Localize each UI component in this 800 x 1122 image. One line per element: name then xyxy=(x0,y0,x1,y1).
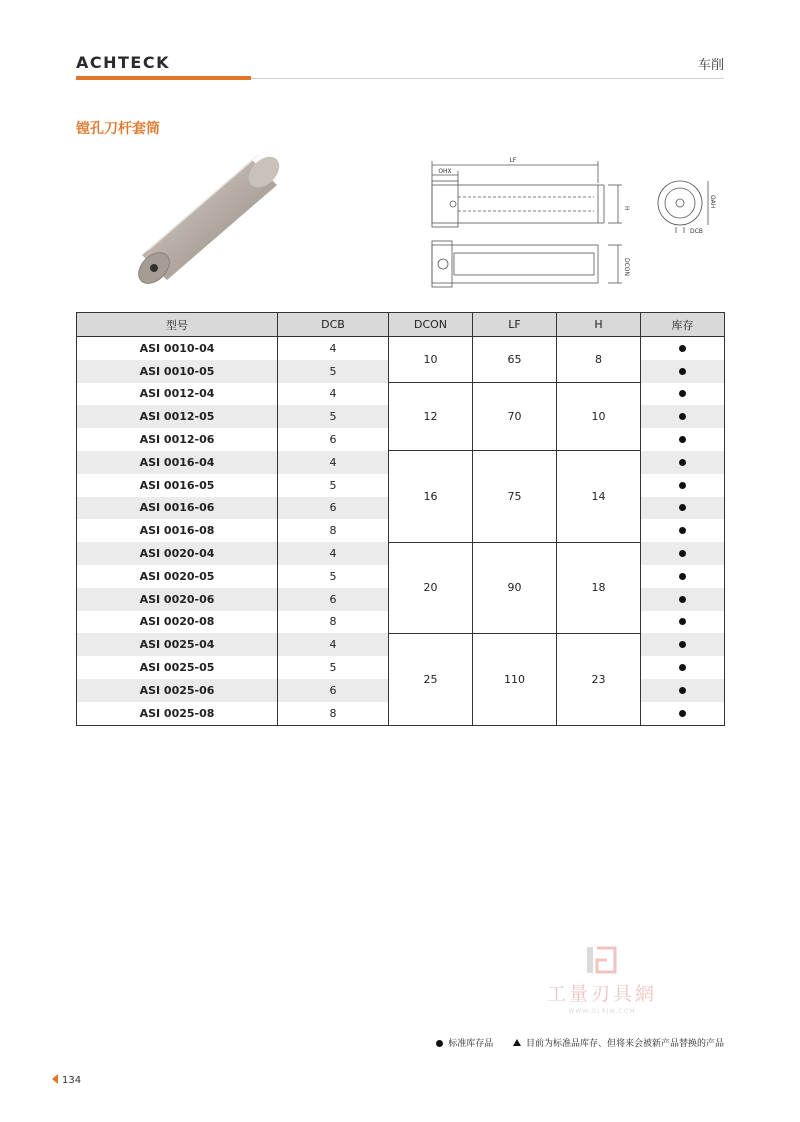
cell-dcb: 4 xyxy=(278,451,389,474)
cell-model: ASI 0012-06 xyxy=(77,428,278,451)
cell-stock xyxy=(641,679,725,702)
stock-dot-icon xyxy=(679,550,686,557)
cell-dcon: 10 xyxy=(389,337,473,383)
cell-dcb: 8 xyxy=(278,519,389,542)
cell-model: ASI 0025-06 xyxy=(77,679,278,702)
header-accent-bar xyxy=(76,76,251,80)
cell-dcon: 20 xyxy=(389,542,473,633)
cell-stock xyxy=(641,405,725,428)
header-h: H xyxy=(557,313,641,337)
cell-model: ASI 0025-04 xyxy=(77,633,278,656)
label-ohx: OHX xyxy=(438,168,452,175)
cell-model: ASI 0010-05 xyxy=(77,360,278,383)
cell-stock xyxy=(641,497,725,520)
stock-dot-icon xyxy=(679,368,686,375)
cell-dcb: 8 xyxy=(278,611,389,634)
cell-model: ASI 0016-04 xyxy=(77,451,278,474)
header-lf: LF xyxy=(473,313,557,337)
cell-dcb: 4 xyxy=(278,337,389,360)
watermark-url: WWW.GLRJW.COM xyxy=(568,1008,636,1015)
page-title: 镗孔刀杆套筒 xyxy=(76,121,160,137)
cell-model: ASI 0025-08 xyxy=(77,702,278,725)
cell-dcb: 6 xyxy=(278,497,389,520)
cell-stock xyxy=(641,611,725,634)
stock-dot-icon xyxy=(679,459,686,466)
stock-dot-icon xyxy=(679,618,686,625)
cell-dcb: 4 xyxy=(278,633,389,656)
cell-stock xyxy=(641,633,725,656)
header-model: 型号 xyxy=(77,313,278,337)
cell-model: ASI 0016-08 xyxy=(77,519,278,542)
cell-model: ASI 0016-05 xyxy=(77,474,278,497)
cell-stock xyxy=(641,360,725,383)
product-image xyxy=(112,150,292,295)
cell-model: ASI 0016-06 xyxy=(77,497,278,520)
cell-model: ASI 0025-05 xyxy=(77,656,278,679)
cell-stock xyxy=(641,451,725,474)
cell-h: 18 xyxy=(557,542,641,633)
cell-stock xyxy=(641,474,725,497)
cell-model: ASI 0012-04 xyxy=(77,383,278,406)
arrow-left-icon xyxy=(52,1074,58,1084)
cell-lf: 110 xyxy=(473,633,557,725)
stock-dot-icon xyxy=(679,482,686,489)
legend-replace: 目前为标准品库存、但将来会被新产品替换的产品 xyxy=(525,1039,724,1049)
stock-dot-icon xyxy=(679,436,686,443)
cell-dcon: 12 xyxy=(389,383,473,451)
cell-dcon: 25 xyxy=(389,633,473,725)
cell-lf: 90 xyxy=(473,542,557,633)
technical-drawing xyxy=(418,153,718,293)
cell-dcb: 4 xyxy=(278,542,389,565)
label-oah: OAH xyxy=(709,195,716,209)
stock-dot-icon xyxy=(679,390,686,397)
triangle-icon xyxy=(513,1039,521,1046)
label-dcon: DCON xyxy=(623,258,630,277)
table-row xyxy=(77,383,725,406)
cell-dcb: 6 xyxy=(278,588,389,611)
cell-stock xyxy=(641,428,725,451)
stock-dot-icon xyxy=(679,710,686,717)
cell-dcb: 5 xyxy=(278,656,389,679)
page-number xyxy=(52,1074,81,1086)
header-dcb: DCB xyxy=(278,313,389,337)
cell-h: 23 xyxy=(557,633,641,725)
cell-stock xyxy=(641,588,725,611)
header-stock: 库存 xyxy=(641,313,725,337)
stock-dot-icon xyxy=(679,345,686,352)
stock-dot-icon xyxy=(679,504,686,511)
cell-h: 8 xyxy=(557,337,641,383)
label-dcb: DCB xyxy=(690,228,703,235)
table-row xyxy=(77,542,725,565)
label-h: H xyxy=(623,206,630,211)
cell-model: ASI 0020-05 xyxy=(77,565,278,588)
brand-logo: ACHTECK xyxy=(76,53,170,72)
stock-dot-icon xyxy=(436,1040,443,1047)
table-body xyxy=(77,337,725,726)
cell-stock xyxy=(641,542,725,565)
cell-stock xyxy=(641,656,725,679)
stock-dot-icon xyxy=(679,573,686,580)
legend-stock: 标准库存品 xyxy=(448,1039,494,1049)
stock-dot-icon xyxy=(679,641,686,648)
cell-stock xyxy=(641,519,725,542)
cell-stock xyxy=(641,337,725,360)
stock-dot-icon xyxy=(679,687,686,694)
cell-stock xyxy=(641,702,725,725)
cell-stock xyxy=(641,383,725,406)
cell-dcb: 5 xyxy=(278,405,389,428)
section-title: 车削 xyxy=(697,58,724,73)
cell-model: ASI 0020-08 xyxy=(77,611,278,634)
cell-lf: 65 xyxy=(473,337,557,383)
table-row xyxy=(77,337,725,360)
watermark-text: 工量刃具網 xyxy=(546,983,657,1005)
cell-model: ASI 0020-04 xyxy=(77,542,278,565)
cell-dcon: 16 xyxy=(389,451,473,542)
label-lf: LF xyxy=(509,157,517,164)
cell-h: 14 xyxy=(557,451,641,542)
cell-dcb: 8 xyxy=(278,702,389,725)
cell-dcb: 5 xyxy=(278,360,389,383)
cell-model: ASI 0012-05 xyxy=(77,405,278,428)
cell-dcb: 5 xyxy=(278,565,389,588)
cell-h: 10 xyxy=(557,383,641,451)
cell-model: ASI 0020-06 xyxy=(77,588,278,611)
header-dcon: DCON xyxy=(389,313,473,337)
cell-lf: 75 xyxy=(473,451,557,542)
watermark-logo xyxy=(585,945,619,975)
page-number-text: 134 xyxy=(62,1075,82,1086)
table-row xyxy=(77,633,725,656)
stock-dot-icon xyxy=(679,664,686,671)
stock-dot-icon xyxy=(679,527,686,534)
watermark xyxy=(532,945,672,1015)
spec-table xyxy=(76,312,725,726)
cell-dcb: 6 xyxy=(278,679,389,702)
cell-dcb: 6 xyxy=(278,428,389,451)
cell-dcb: 4 xyxy=(278,383,389,406)
cell-dcb: 5 xyxy=(278,474,389,497)
legend xyxy=(436,1036,724,1049)
cell-stock xyxy=(641,565,725,588)
table-header-row xyxy=(77,313,725,337)
stock-dot-icon xyxy=(679,413,686,420)
cell-model: ASI 0010-04 xyxy=(77,337,278,360)
table-row xyxy=(77,451,725,474)
cell-lf: 70 xyxy=(473,383,557,451)
stock-dot-icon xyxy=(679,596,686,603)
